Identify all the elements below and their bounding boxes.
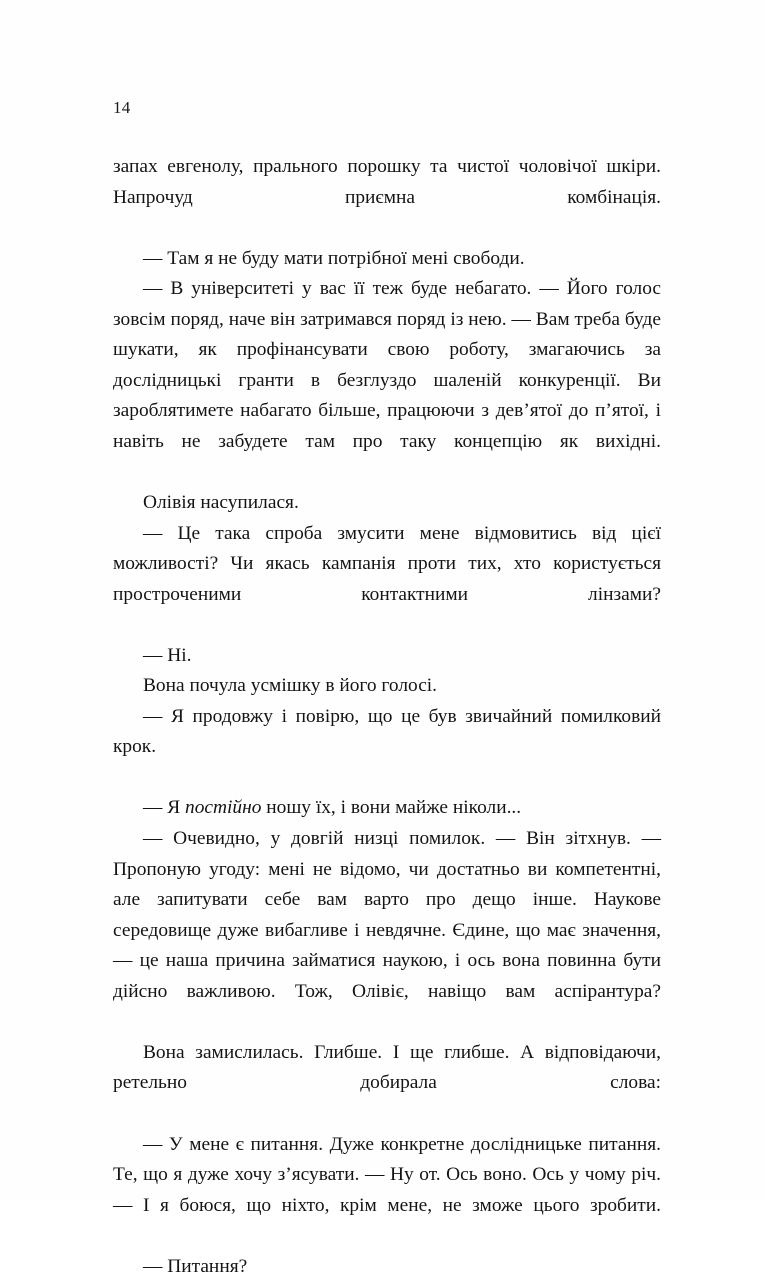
page-body-text — [113, 152, 661, 1282]
paragraph-with-emphasis — [113, 793, 661, 824]
paragraph: — Ні. — [143, 644, 192, 666]
paragraph: — Очевидно, у довгій низці помилок. — Він зітхнув. — Пропоную угоду: мені не відомо, чи достатньо ви компетентні, але запитувати себе вам варто про дещо інше. Наукове середовище дуже вибагливе і невдячне. Єдине, що має значення, — це наша причина займатися наукою, і ось вона повинна бути дійсно важливою. Тож, Олівіє, навіщо вам аспірантура? — [113, 828, 661, 1002]
paragraph: Олівія насупилася. — [143, 492, 299, 514]
paragraph: — Я продовжу і повірю, що це був звичайний помилковий крок. — [113, 705, 661, 758]
paragraph: — Там я не буду мати потрібної мені свободи. — [143, 247, 525, 269]
paragraph: — В університеті у вас її теж буде небагато. — Його голос зовсім поряд, наче він затримався поряд із нею. — Вам треба буде шукати, як профінансувати свою роботу, змагаючись за дослідницькі гранти в безглуздо шаленій конкуренції. Ви зароблятимете набагато більше, працюючи з дев’ятої до п’ятої, і навіть не забудете там про таку концепцію як вихідні. — [113, 278, 661, 452]
paragraph: запах евгенолу, прального порошку та чистої чоловічої шкіри. Напрочуд приємна комбінація. — [113, 156, 661, 208]
page-number: 14 — [113, 98, 131, 117]
paragraph: — Це така спроба змусити мене відмовитись від цієї можливості? Чи якась кампанія проти тих, хто користується простроченими контактними лінзами? — [113, 522, 661, 605]
paragraph: — У мене є питання. Дуже конкретне дослідницьке питання. Те, що я дуже хочу з’ясувати. — Ну от. Ось воно. Ось у чому річ. — І я боюся, що ніхто, крім мене, не зможе цього зробити. — [113, 1133, 661, 1216]
paragraph: Вона почула усмішку в його голосі. — [143, 675, 438, 697]
paragraph: — Питання? — [143, 1255, 248, 1277]
emphasized-word: постійно — [185, 797, 262, 819]
paragraph: Вона замислилась. Глибше. І ще глибше. А відповідаючи, ретельно добирала слова: — [113, 1041, 661, 1094]
paragraph-prefix: — Я — [143, 797, 186, 819]
paragraph-suffix: ношу їх, і вони майже ніколи... — [261, 797, 522, 819]
